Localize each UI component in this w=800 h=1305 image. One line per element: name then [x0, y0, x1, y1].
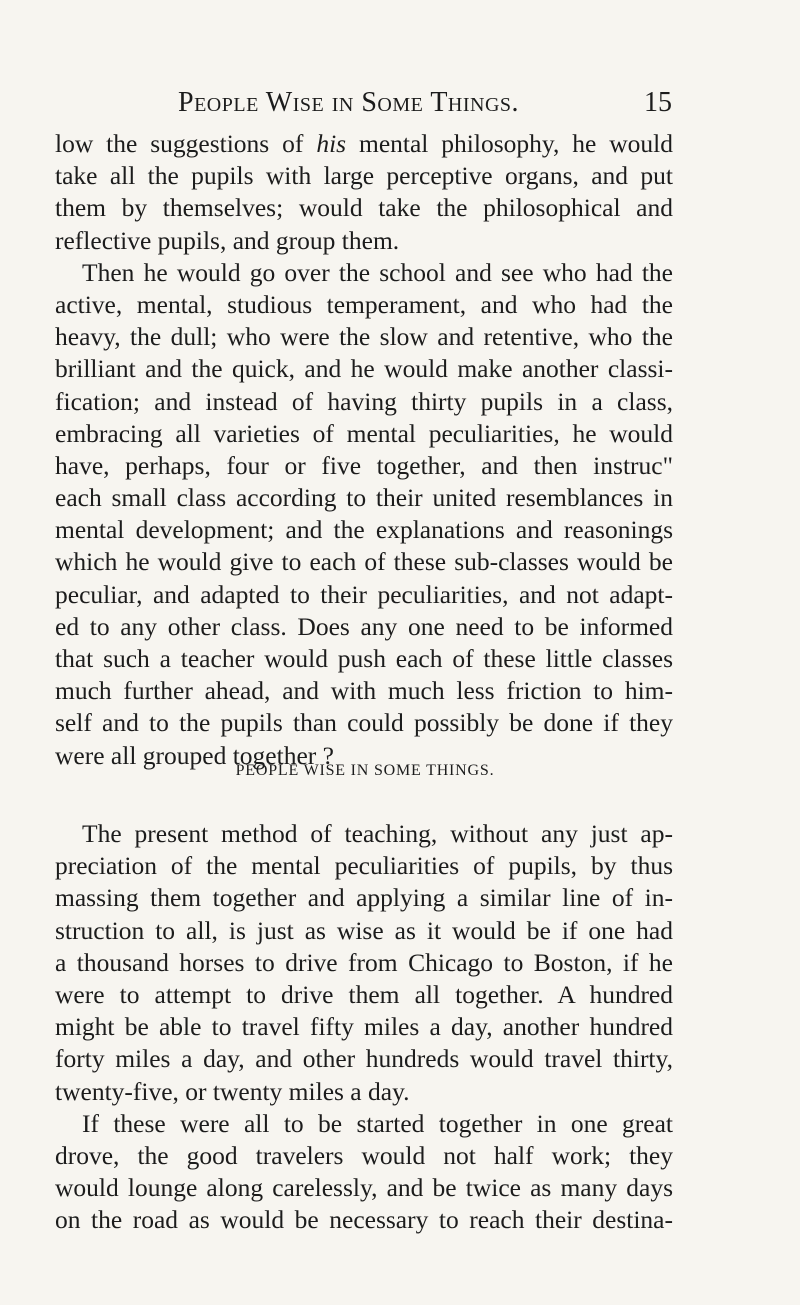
text-line: much further ahead, and with much less friction to him-: [55, 676, 673, 706]
text-line: low the suggestions of his mental philosophy, he would: [55, 129, 673, 158]
text-line: mental development; and the explanations and reasonings: [55, 515, 673, 545]
text-line: which he would give to each of these sub-classes would be: [55, 547, 673, 577]
text-line: active, mental, studious temperament, and who had the: [55, 289, 673, 319]
text-line: them by themselves; would take the philosophical and: [55, 193, 673, 223]
text-line: reflective pupils, and group them.: [55, 225, 400, 255]
text-line: drove, the good travelers would not half work; they: [55, 1140, 673, 1170]
text-line: each small class according to their united resemblances in: [55, 483, 673, 513]
text-line: The present method of teaching, without any just ap-: [82, 819, 673, 848]
text-line: might be able to travel fifty miles a day, another hundred: [55, 1012, 673, 1042]
text-line: a thousand horses to drive from Chicago to Boston, if he: [55, 947, 673, 977]
text-line: forty miles a day, and other hundreds would travel thirty,: [55, 1044, 673, 1074]
text-line: that such a teacher would push each of these little classes: [55, 644, 673, 673]
text-line: Then he would go over the school and see who had the: [82, 257, 673, 287]
text-line: If these were all to be started together in one great: [82, 1108, 673, 1138]
text-line: brilliant and the quick, and he would make another classi-: [55, 354, 673, 384]
paragraph-2: [55, 818, 673, 1236]
text-line: struction to all, is just as wise as it would be if one had: [55, 915, 673, 945]
text-line: fication; and instead of having thirty pupils in a class,: [55, 386, 673, 416]
text-line: were to attempt to drive them all together. A hundred: [55, 979, 673, 1009]
text-line: preciation of the mental peculiarities of pupils, by thus: [55, 851, 673, 881]
page-number: 15: [644, 87, 672, 118]
text-line: take all the pupils with large perceptive organs, and put: [55, 161, 673, 191]
text-line: have, perhaps, four or five together, and then instruc": [55, 450, 673, 480]
text-line: embracing all varieties of mental peculiarities, he would: [55, 418, 673, 448]
emphasis-his: his: [316, 129, 347, 158]
text-line: massing them together and applying a similar line of in-: [55, 883, 673, 913]
text-line: self and to the pupils than could possibly be done if they: [55, 708, 673, 738]
paragraph-1: [55, 128, 673, 772]
section-heading: PEOPLE WISE IN SOME THINGS.: [235, 762, 495, 779]
text-line: peculiar, and adapted to their peculiarities, and not adapt-: [55, 579, 673, 609]
text-line: ed to any other class. Does any one need to be informed: [55, 611, 673, 641]
text-line: on the road as would be necessary to reach their destina-: [55, 1205, 673, 1235]
text-line: would lounge along carelessly, and be twice as many days: [55, 1173, 673, 1203]
text-line: heavy, the dull; who were the slow and retentive, who the: [55, 322, 673, 352]
running-title: People Wise in Some Things.: [178, 87, 520, 118]
text-line: twenty-five, or twenty miles a day.: [55, 1076, 410, 1106]
text-line: were all grouped together ?: [55, 740, 334, 770]
